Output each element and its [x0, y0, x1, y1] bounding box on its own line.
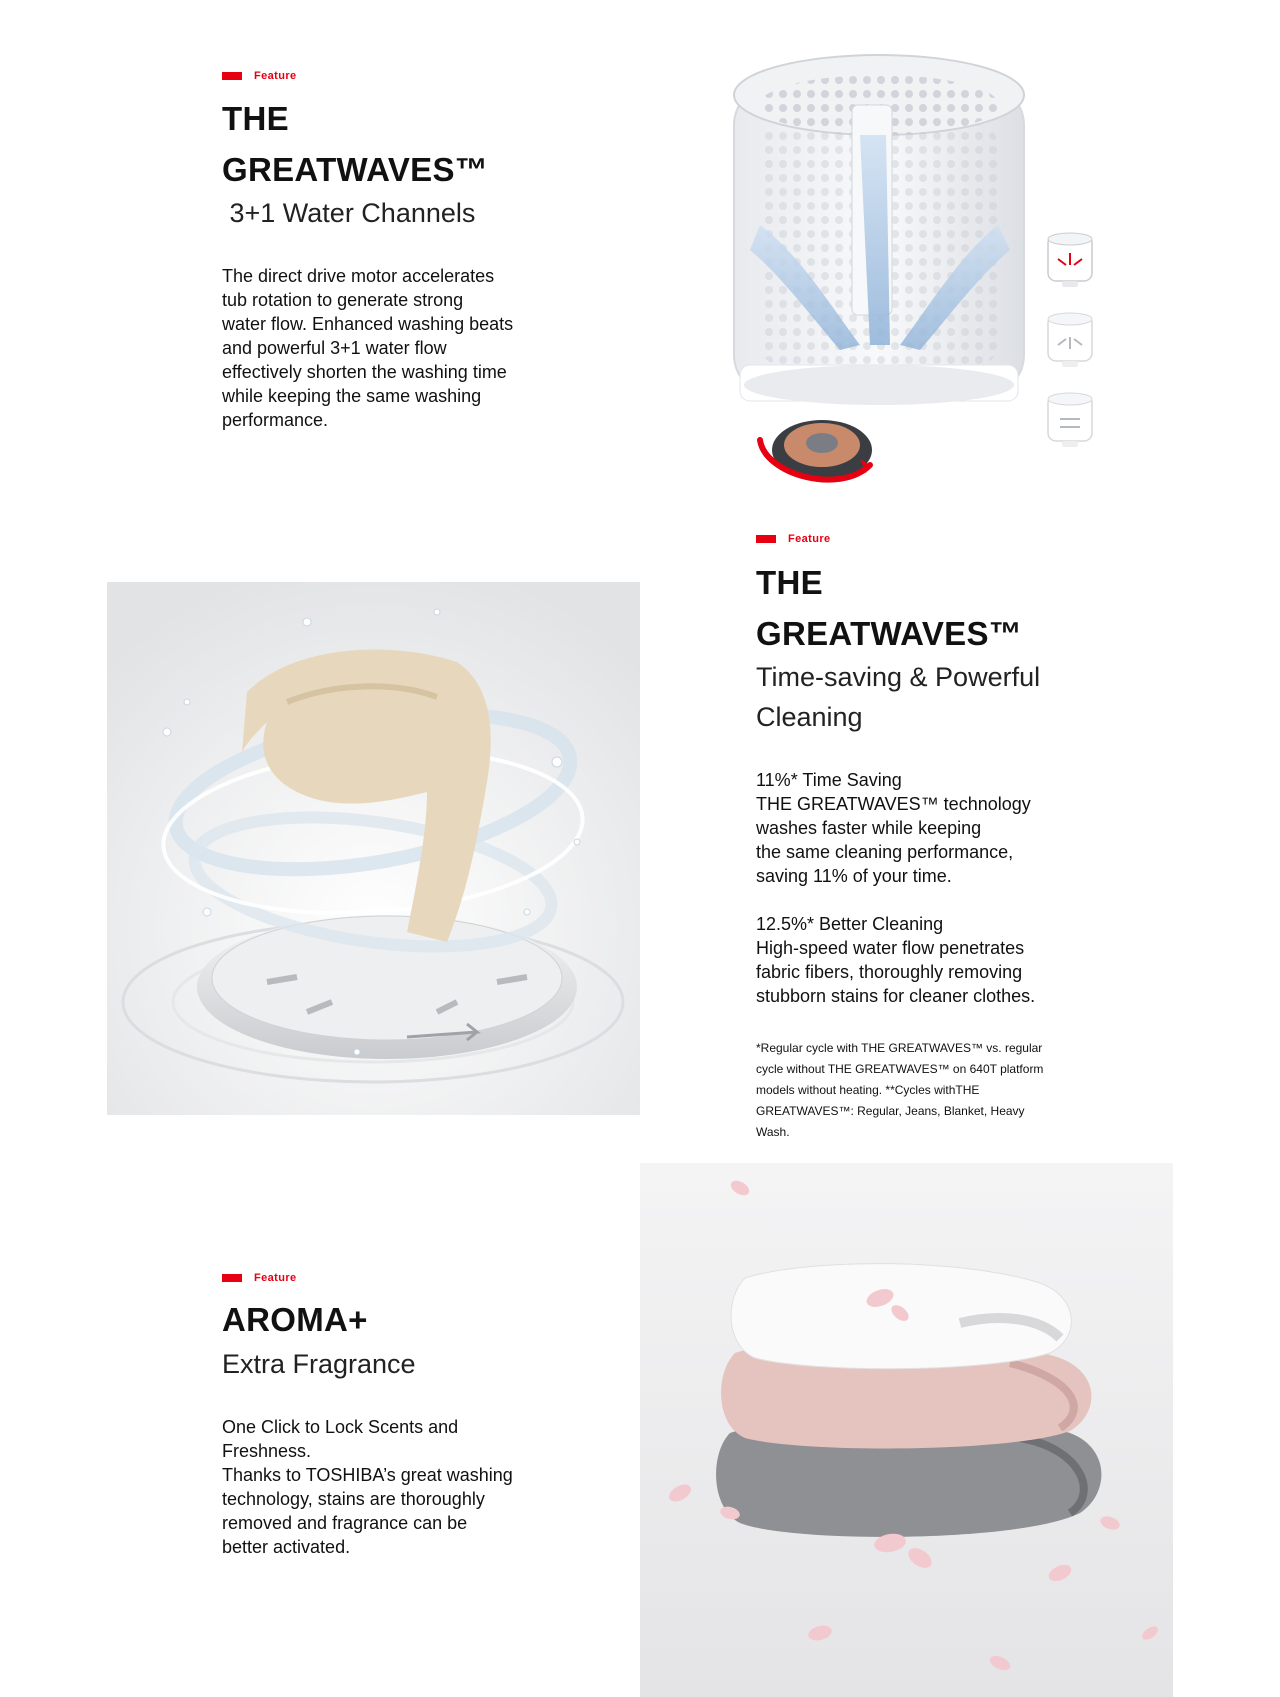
footnote-line: GREATWAVES™: Regular, Jeans, Blanket, Heavy	[756, 1104, 1025, 1118]
body-paragraph	[756, 768, 1116, 888]
tag-marker	[222, 1274, 242, 1282]
subtitle-line: Cleaning	[756, 702, 863, 732]
body-line: High-speed water flow penetrates	[756, 938, 1025, 958]
body-paragraph	[756, 912, 1116, 1008]
section-subtitle	[756, 657, 1196, 737]
body-line: saving 11% of your time.	[756, 866, 952, 886]
body-line: THE GREATWAVES™ technology	[756, 794, 1031, 814]
title-line: GREATWAVES™	[756, 615, 1023, 652]
folded-towels-with-petals	[640, 1163, 1173, 1697]
section-subtitle	[222, 1344, 642, 1384]
title-line: GREATWAVES™	[222, 151, 489, 188]
body-line: effectively shorten the washing time	[222, 362, 507, 382]
body-line: 11%* Time Saving	[756, 770, 902, 790]
body-line: stubborn stains for cleaner clothes.	[756, 986, 1036, 1006]
body-line: Thanks to TOSHIBA’s great washing	[222, 1465, 513, 1485]
footnote-line: models without heating. **Cycles withTHE	[756, 1083, 980, 1097]
body-line: technology, stains are thoroughly	[222, 1489, 485, 1509]
body-line: The direct drive motor accelerates	[222, 266, 495, 286]
tag-label: Feature	[254, 70, 297, 82]
body-line: while keeping the same washing	[222, 386, 482, 406]
section-subtitle: 3+1 Water Channels	[222, 198, 476, 228]
feature-tag	[222, 1272, 297, 1284]
feature-tag	[222, 70, 297, 82]
section-body	[222, 264, 562, 432]
title-line: THE	[222, 100, 289, 137]
footnote-line: Wash.	[756, 1125, 790, 1139]
title-line: THE	[756, 564, 823, 601]
subtitle-line: Time-saving & Powerful	[756, 662, 1041, 692]
water-swirl-with-garment	[107, 582, 640, 1115]
body-line: fabric fibers, thoroughly removing	[756, 962, 1023, 982]
body-line: removed and fragrance can be	[222, 1513, 468, 1533]
section-body	[222, 1415, 562, 1559]
subtitle-line: Extra Fragrance	[222, 1349, 416, 1379]
footnote-line: *Regular cycle with THE GREATWAVES™ vs. regular	[756, 1041, 1043, 1055]
tag-marker	[222, 72, 242, 80]
feature-tag	[756, 533, 831, 545]
title-line: AROMA+	[222, 1301, 368, 1338]
washing-drum-illustration	[720, 45, 1120, 505]
body-line: 12.5%* Better Cleaning	[756, 914, 944, 934]
body-line: better activated.	[222, 1537, 351, 1557]
body-line: washes faster while keeping	[756, 818, 982, 838]
tag-label: Feature	[254, 1272, 297, 1284]
body-line: Freshness.	[222, 1441, 312, 1461]
section-title	[222, 93, 642, 195]
section-title	[756, 557, 1196, 659]
body-line: performance.	[222, 410, 329, 430]
tag-label: Feature	[788, 533, 831, 545]
section-title	[222, 1294, 642, 1345]
body-line: the same cleaning performance,	[756, 842, 1014, 862]
body-line: and powerful 3+1 water flow	[222, 338, 447, 358]
body-line: water flow. Enhanced washing beats	[222, 314, 514, 334]
footnote	[756, 1038, 1116, 1143]
body-line: tub rotation to generate strong	[222, 290, 464, 310]
tag-marker	[756, 535, 776, 543]
body-line: One Click to Lock Scents and	[222, 1417, 459, 1437]
section-body	[756, 768, 1116, 1008]
footnote-line: cycle without THE GREATWAVES™ on 640T platform	[756, 1062, 1044, 1076]
